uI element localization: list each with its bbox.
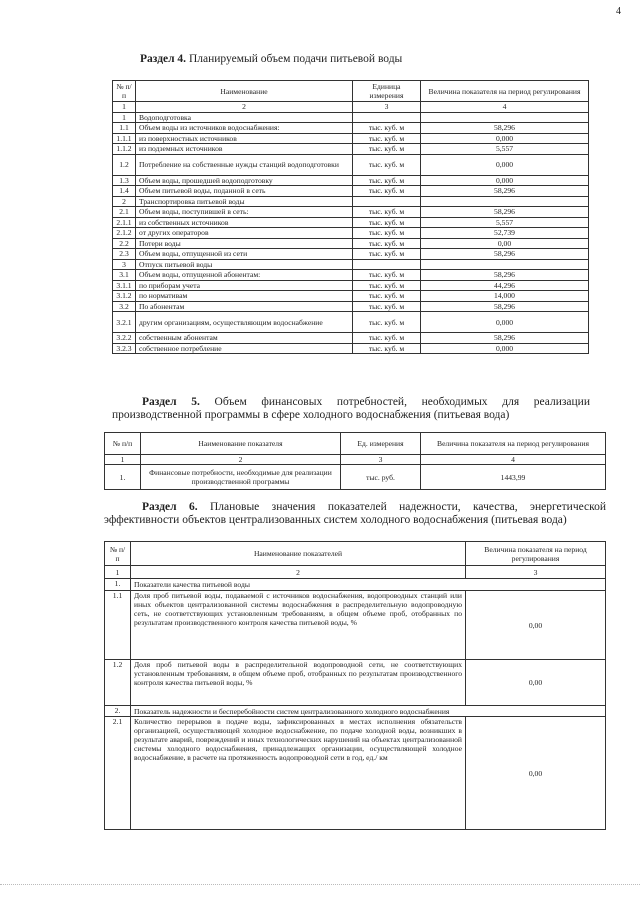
row-number: 3.1 xyxy=(113,270,136,281)
column-index: 1 xyxy=(105,455,141,465)
row-number: 3.2.1 xyxy=(113,312,136,333)
row-value: 44,296 xyxy=(421,280,589,291)
column-header: № п/п xyxy=(105,433,141,455)
column-header: Величина показателя на период регулирования xyxy=(421,433,606,455)
column-index-row xyxy=(105,455,606,465)
column-header: № п/п xyxy=(105,542,131,566)
row-value: 0,000 xyxy=(421,154,589,175)
table-row xyxy=(113,123,589,134)
row-name: из поверхностных источников xyxy=(136,133,353,144)
row-unit: тыс. куб. м xyxy=(353,228,421,239)
row-value: 0,00 xyxy=(466,591,606,660)
row-name: Показатели качества питьевой воды xyxy=(131,579,606,591)
table-row xyxy=(105,465,606,490)
row-name: Объем питьевой воды, поданной в сеть xyxy=(136,186,353,197)
row-value: 58,296 xyxy=(421,270,589,281)
row-number: 3.2.3 xyxy=(113,343,136,354)
financial-needs-table xyxy=(104,432,606,490)
column-index: 2 xyxy=(136,102,353,113)
table-row xyxy=(105,717,606,830)
table-row xyxy=(113,291,589,302)
row-number: 1.3 xyxy=(113,175,136,186)
table-row xyxy=(113,175,589,186)
table-row xyxy=(113,249,589,260)
page-footer-line xyxy=(0,884,640,885)
row-number: 2.2 xyxy=(113,238,136,249)
section-5-heading xyxy=(112,396,590,422)
column-index: 4 xyxy=(421,102,589,113)
section-6-heading xyxy=(104,501,606,527)
table-row xyxy=(105,706,606,717)
table-row xyxy=(113,217,589,228)
row-value: 58,296 xyxy=(421,186,589,197)
table-row xyxy=(113,207,589,218)
row-value: 58,296 xyxy=(421,301,589,312)
column-index-row xyxy=(105,566,606,579)
row-number: 1.1.1 xyxy=(113,133,136,144)
row-value: 0,000 xyxy=(421,175,589,186)
row-unit: тыс. куб. м xyxy=(353,144,421,155)
row-number: 2.1.2 xyxy=(113,228,136,239)
reliability-indicators-table xyxy=(104,541,606,830)
section-title: Плановые значения показателей надежности, качества, энергетической эффективности объектов централизованных систем холодного водоснабжения (питьевая вода) xyxy=(104,501,607,526)
row-value: 58,296 xyxy=(421,123,589,134)
row-number: 2.3 xyxy=(113,249,136,260)
column-index: 3 xyxy=(341,455,421,465)
header-row xyxy=(113,81,589,102)
row-name: По абонентам xyxy=(136,301,353,312)
row-unit: тыс. куб. м xyxy=(353,312,421,333)
row-name: Количество перерывов в подаче воды, зафиксированных в местах исполнения обязательств организацией, осуществляющей холодное водоснабжение, по подаче холодной воды, возникших в результате аварий, повреждений и иных технологических нарушений на объектах централизованной системы холодного водоснабжения, принадлежащих организации, осуществляющей холодное водоснабжение, в расчете на протяженность водопроводной сети в год, ед./ км xyxy=(131,717,466,830)
row-name: из собственных источников xyxy=(136,217,353,228)
section-label: Раздел 4. xyxy=(140,53,187,65)
column-index: 1 xyxy=(105,566,131,579)
row-unit: тыс. куб. м xyxy=(353,133,421,144)
row-number: 3.1.1 xyxy=(113,280,136,291)
row-value: 1443,99 xyxy=(421,465,606,490)
row-unit: тыс. куб. м xyxy=(353,280,421,291)
row-unit xyxy=(353,112,421,123)
column-header: Ед. измерения xyxy=(341,433,421,455)
row-value: 0,00 xyxy=(466,660,606,706)
row-name: Объем воды, прошедшей водоподготовку xyxy=(136,175,353,186)
table-row xyxy=(105,579,606,591)
row-number: 3.1.2 xyxy=(113,291,136,302)
row-unit: тыс. куб. м xyxy=(353,175,421,186)
table-row xyxy=(113,196,589,207)
row-number: 3 xyxy=(113,259,136,270)
header-row xyxy=(105,542,606,566)
row-unit: тыс. куб. м xyxy=(353,301,421,312)
row-unit: тыс. руб. xyxy=(341,465,421,490)
row-value xyxy=(421,259,589,270)
column-header: Наименование показателя xyxy=(141,433,341,455)
row-unit: тыс. куб. м xyxy=(353,343,421,354)
column-header: Величина показателя на период регулирования xyxy=(421,81,589,102)
section-title: Объем финансовых потребностей, необходимых для реализации производственной программы в сфере холодного водоснабжения (питьевая вода) xyxy=(112,396,590,421)
row-unit: тыс. куб. м xyxy=(353,249,421,260)
section-title: Планируемый объем подачи питьевой воды xyxy=(186,53,403,65)
column-header: Единица измерения xyxy=(353,81,421,102)
table-row xyxy=(113,312,589,333)
row-number: 2 xyxy=(113,196,136,207)
row-name: от других операторов xyxy=(136,228,353,239)
column-header: Наименование xyxy=(136,81,353,102)
row-unit: тыс. куб. м xyxy=(353,291,421,302)
row-value: 58,296 xyxy=(421,249,589,260)
row-unit: тыс. куб. м xyxy=(353,154,421,175)
table-row xyxy=(105,591,606,660)
row-name: другим организациям, осуществляющим водоснабжение xyxy=(136,312,353,333)
table-row xyxy=(113,259,589,270)
table-row xyxy=(113,154,589,175)
row-unit: тыс. куб. м xyxy=(353,123,421,134)
row-number: 1.1 xyxy=(105,591,131,660)
row-name: Объем воды, отпущенной абонентам: xyxy=(136,270,353,281)
row-name: Потребление на собственные нужды станций водоподготовки xyxy=(136,154,353,175)
table-row xyxy=(113,228,589,239)
table-row xyxy=(113,238,589,249)
section-label: Раздел 5. xyxy=(142,396,200,408)
column-index: 4 xyxy=(421,455,606,465)
row-unit: тыс. куб. м xyxy=(353,207,421,218)
row-value: 14,000 xyxy=(421,291,589,302)
row-number: 1.2 xyxy=(113,154,136,175)
row-name: по нормативам xyxy=(136,291,353,302)
row-value: 52,739 xyxy=(421,228,589,239)
row-unit: тыс. куб. м xyxy=(353,186,421,197)
row-name: Доля проб питьевой воды, подаваемой с источников водоснабжения, водопроводных станций или иных объектов централизованной системы водоснабжения в распределительную водопроводную сеть, не соответствующих установленным требованиям, в общем объеме проб, отобранных по результатам производственного контроля качества питьевой воды, % xyxy=(131,591,466,660)
column-index: 3 xyxy=(466,566,606,579)
header-row xyxy=(105,433,606,455)
table-row xyxy=(105,660,606,706)
column-index: 2 xyxy=(131,566,466,579)
row-number: 2.1 xyxy=(113,207,136,218)
row-unit xyxy=(353,259,421,270)
table-row xyxy=(113,133,589,144)
table-row xyxy=(113,144,589,155)
column-index: 3 xyxy=(353,102,421,113)
row-number: 3.2 xyxy=(113,301,136,312)
row-number: 1.4 xyxy=(113,186,136,197)
row-value: 0,000 xyxy=(421,133,589,144)
table-row xyxy=(113,301,589,312)
row-number: 1.2 xyxy=(105,660,131,706)
row-number: 2.1.1 xyxy=(113,217,136,228)
row-name: из подземных источников xyxy=(136,144,353,155)
row-name: собственным абонентам xyxy=(136,333,353,344)
column-header: Величина показателя на период регулирования xyxy=(466,542,606,566)
row-name: собственное потребление xyxy=(136,343,353,354)
planned-supply-table xyxy=(112,80,589,354)
row-unit: тыс. куб. м xyxy=(353,238,421,249)
row-value: 0,000 xyxy=(421,343,589,354)
row-name: Финансовые потребности, необходимые для реализации производственной программы xyxy=(141,465,341,490)
row-name: Транспортировка питьевой воды xyxy=(136,196,353,207)
row-number: 3.2.2 xyxy=(113,333,136,344)
section-4-heading xyxy=(140,53,402,66)
column-index: 1 xyxy=(113,102,136,113)
column-header: № п/п xyxy=(113,81,136,102)
row-name: по приборам учета xyxy=(136,280,353,291)
table-row xyxy=(113,280,589,291)
table-row xyxy=(113,112,589,123)
row-name: Объем воды из источников водоснабжения: xyxy=(136,123,353,134)
row-name: Объем воды, отпущенной из сети xyxy=(136,249,353,260)
row-value: 5,557 xyxy=(421,217,589,228)
column-index-row xyxy=(113,102,589,113)
row-name: Водоподготовка xyxy=(136,112,353,123)
column-header: Наименование показателей xyxy=(131,542,466,566)
row-value: 58,296 xyxy=(421,207,589,218)
row-value: 0,000 xyxy=(421,312,589,333)
row-value xyxy=(421,112,589,123)
row-name: Объем воды, поступившей в сеть: xyxy=(136,207,353,218)
page-number: 4 xyxy=(616,6,621,17)
row-name: Показатель надежности и бесперебойности систем централизованного холодного водоснабжения xyxy=(131,706,606,717)
row-number: 1. xyxy=(105,465,141,490)
row-name: Доля проб питьевой воды в распределительной водопроводной сети, не соответствующих установленным требованиям, в общем объеме проб, отобранных по результатам производственного контроля качества питьевой воды, % xyxy=(131,660,466,706)
row-unit: тыс. куб. м xyxy=(353,333,421,344)
row-number: 1 xyxy=(113,112,136,123)
row-unit: тыс. куб. м xyxy=(353,217,421,228)
row-value: 58,296 xyxy=(421,333,589,344)
row-number: 1. xyxy=(105,579,131,591)
row-unit xyxy=(353,196,421,207)
table-row xyxy=(113,186,589,197)
row-number: 2. xyxy=(105,706,131,717)
row-number: 2.1 xyxy=(105,717,131,830)
column-index: 2 xyxy=(141,455,341,465)
row-number: 1.1 xyxy=(113,123,136,134)
row-unit: тыс. куб. м xyxy=(353,270,421,281)
row-name: Отпуск питьевой воды xyxy=(136,259,353,270)
table-row xyxy=(113,333,589,344)
row-value: 5,557 xyxy=(421,144,589,155)
table-row xyxy=(113,270,589,281)
table-row xyxy=(113,343,589,354)
section-label: Раздел 6. xyxy=(142,501,198,513)
row-number: 1.1.2 xyxy=(113,144,136,155)
row-value: 0,00 xyxy=(466,717,606,830)
row-value: 0,00 xyxy=(421,238,589,249)
row-value xyxy=(421,196,589,207)
row-name: Потери воды xyxy=(136,238,353,249)
